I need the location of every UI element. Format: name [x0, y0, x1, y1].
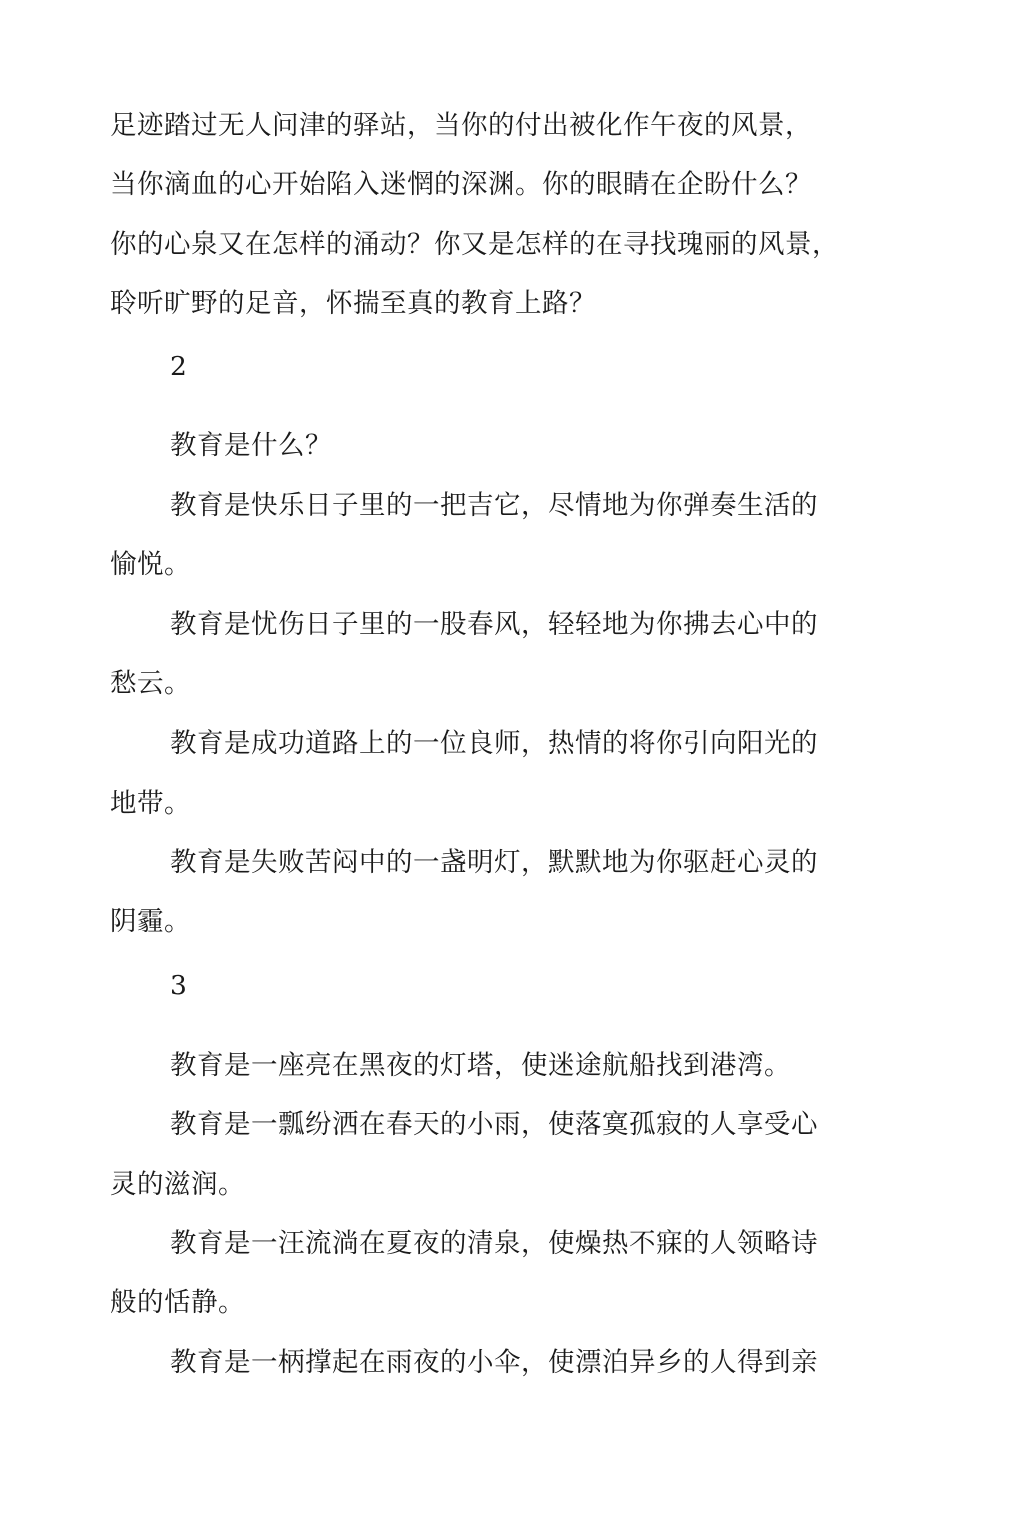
- text-line: 教育是成功道路上的一位良师，热情的将你引向阳光的: [170, 728, 818, 759]
- text-line: 教育是快乐日子里的一把吉它，尽情地为你弹奏生活的: [170, 490, 818, 521]
- text-line: 教育是忧伤日子里的一股春风，轻轻地为你拂去心中的: [170, 609, 818, 640]
- text-line: 教育是失败苦闷中的一盏明灯，默默地为你驱赶心灵的: [170, 847, 818, 878]
- text-line: 聆听旷野的足音，怀揣至真的教育上路？: [110, 288, 596, 319]
- text-line: 般的恬静。: [110, 1287, 245, 1318]
- text-line: 愉悦。: [110, 549, 191, 580]
- section-number: 2: [170, 351, 188, 382]
- text-line: 足迹踏过无人问津的驿站，当你的付出被化作午夜的风景，: [110, 110, 812, 141]
- text-line: 教育是一瓢纷洒在春天的小雨，使落寞孤寂的人享受心: [170, 1109, 818, 1140]
- text-line: 教育是一柄撑起在雨夜的小伞，使漂泊异乡的人得到亲: [170, 1347, 818, 1378]
- text-line: 教育是一汪流淌在夏夜的清泉，使燥热不寐的人领略诗: [170, 1228, 818, 1259]
- section-number: 3: [170, 970, 188, 1001]
- text-line: 灵的滋润。: [110, 1169, 245, 1200]
- text-line: 当你滴血的心开始陷入迷惘的深渊。你的眼睛在企盼什么？: [110, 169, 812, 200]
- text-line: 阴霾。: [110, 906, 191, 937]
- text-line: 你的心泉又在怎样的涌动？你又是怎样的在寻找瑰丽的风景，: [110, 229, 839, 260]
- text-line: 地带。: [110, 788, 191, 819]
- text-line: 教育是一座亮在黑夜的灯塔，使迷途航船找到港湾。: [170, 1050, 791, 1081]
- text-line: 愁云。: [110, 668, 191, 699]
- text-line: 教育是什么？: [170, 430, 332, 461]
